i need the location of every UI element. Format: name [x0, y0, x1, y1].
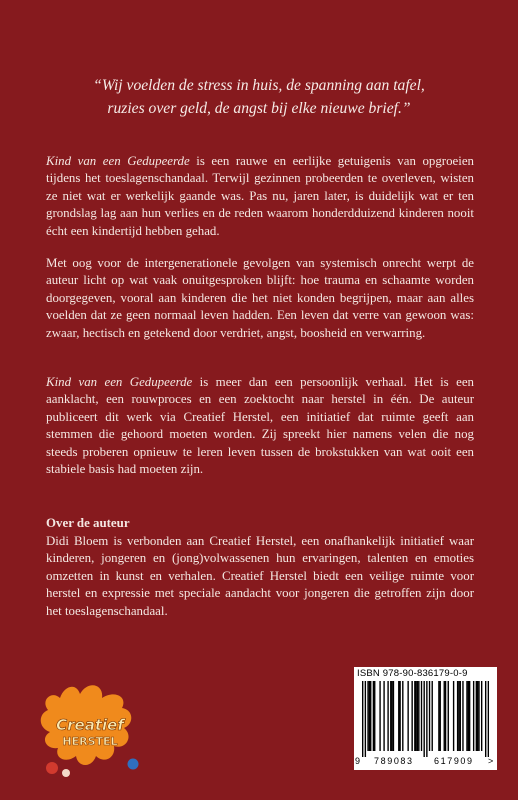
barcode-bar: [383, 681, 384, 751]
barcode-bar: [469, 681, 470, 751]
barcode-digit-first: 9: [355, 756, 361, 766]
barcode-bar: [468, 681, 469, 751]
barcode-bar: [481, 681, 482, 751]
barcode-bar: [417, 681, 418, 751]
barcode-bar: [414, 681, 415, 751]
barcode-bar: [399, 681, 400, 751]
barcode-bar: [374, 681, 375, 751]
barcode-bar: [476, 681, 477, 751]
barcode-bar: [448, 681, 449, 751]
barcode-bar: [477, 681, 478, 751]
barcode-bar: [432, 681, 433, 751]
barcode-bar: [391, 681, 392, 751]
isbn-label: ISBN 978-90-836179-0-9: [357, 668, 468, 679]
blue-dot: [128, 759, 139, 770]
barcode-bar: [370, 681, 371, 751]
logo-line-1: Creatief: [56, 716, 124, 734]
blurb-text-2: Met oog voor de intergenerationele gevolgen van systemisch onrecht werpt de auteur licht op wat vaak onuitgesproken blijft: hoe trauma en schaamte worden doorgegeven, vooral aan kinderen die het niet konden begrijpen, maar aan alles voelden dat ze geen normaal leven hadden. Een leven dat verre van gewoon was: zwaar, hectisch en getekend door verdriet, angst, boosheid en verwarring.: [46, 256, 474, 340]
barcode-bar: [444, 681, 445, 751]
barcode-bar: [423, 681, 424, 757]
barcode-bar: [426, 681, 427, 757]
barcode-arrow: >: [488, 756, 494, 766]
quote-line-1: “Wij voelden de stress in huis, de spanning aan tafel,: [93, 77, 425, 94]
isbn-barcode: [354, 667, 497, 770]
barcode-bar: [466, 681, 467, 751]
blurb-paragraph-1: [46, 153, 474, 240]
book-title-italic: Kind van een Gedupeerde: [46, 154, 190, 168]
barcode-bar: [457, 681, 458, 751]
barcode-bar: [365, 681, 366, 757]
barcode-bar: [445, 681, 446, 751]
barcode-bar: [398, 681, 399, 751]
barcode-bar: [488, 681, 489, 757]
barcode-bar: [362, 681, 363, 757]
creatief-herstel-logo: [30, 672, 150, 782]
red-dot: [46, 762, 58, 774]
barcode-bar: [379, 681, 380, 751]
barcode-digits-right: 617909: [434, 756, 474, 766]
barcode-bar: [440, 681, 441, 751]
barcode-bar: [485, 681, 486, 757]
barcode-bar: [473, 681, 474, 751]
barcode-bar: [367, 681, 368, 751]
blurb-text-3: is meer dan een persoonlijk verhaal. Het is een aanklacht, een rouwproces en een zoektocht naar herstel in één. De auteur publiceert dit werk via Creatief Herstel, een initiatief dat ruimte geeft aan stemmen die gehoord moeten worden. Zij spreekt hier namens velen die nog steeds proberen opnieuw te leren leven tussen de brokstukken van wat ooit een stabiele basis had moeten zijn.: [46, 375, 474, 477]
about-author-heading: Over de auteur: [46, 516, 130, 530]
quote-line-2: ruzies over geld, de angst bij elke nieuwe brief.”: [107, 100, 411, 117]
barcode-bar: [407, 681, 408, 751]
barcode-bar: [458, 681, 459, 751]
barcode-bar: [393, 681, 394, 751]
barcode-bar: [453, 681, 454, 751]
barcode-bar: [418, 681, 419, 751]
barcode-bar: [373, 681, 374, 751]
barcode-bar: [478, 681, 479, 751]
logo-line-2: HERSTEL: [62, 735, 118, 748]
barcode-digits-left: 789083: [374, 756, 414, 766]
blurb-paragraph-3: [46, 374, 474, 478]
barcode-bar: [387, 681, 388, 751]
light-dot: [62, 769, 70, 777]
barcode-bar: [421, 681, 422, 751]
book-title-italic: Kind van een Gedupeerde: [46, 375, 193, 389]
barcode-bars: [362, 681, 489, 757]
barcode-bar: [390, 681, 391, 751]
barcode-bar: [402, 681, 403, 751]
barcode-bar: [369, 681, 370, 751]
barcode-bar: [462, 681, 463, 751]
blurb-text-1: is een rauwe en eerlijke getuigenis van opgroeien tijdens het toeslagenschandaal. Terwijl gezinnen probeerden te overleven, wisten ze niet wat er werkelijk gaande was. Pas nu, jaren later, is duidelijk wat er ten grondslag lag aan hun verlies en de reden waarom honderdduizend kinderen nooit écht een kindertijd hebben gehad.: [46, 154, 474, 238]
barcode-bar: [429, 681, 430, 751]
about-author-text: Didi Bloem is verbonden aan Creatief Herstel, een onafhankelijk initiatief waar kinderen, jongeren en (jong)volwassenen hun ervaringen, talenten en emoties omzetten in kunst en verhalen. Creatief Herstel biedt een veilige ruimte voor herstel en expressie met speciale aandacht voor jongeren die getroffen zijn door het toeslagenschandaal.: [46, 534, 474, 618]
barcode-bar: [411, 681, 412, 751]
barcode-bar: [438, 681, 439, 751]
pull-quote: [40, 74, 478, 120]
blurb-paragraph-2: [46, 255, 474, 342]
barcode-bar: [415, 681, 416, 751]
barcode-bar: [460, 681, 461, 751]
